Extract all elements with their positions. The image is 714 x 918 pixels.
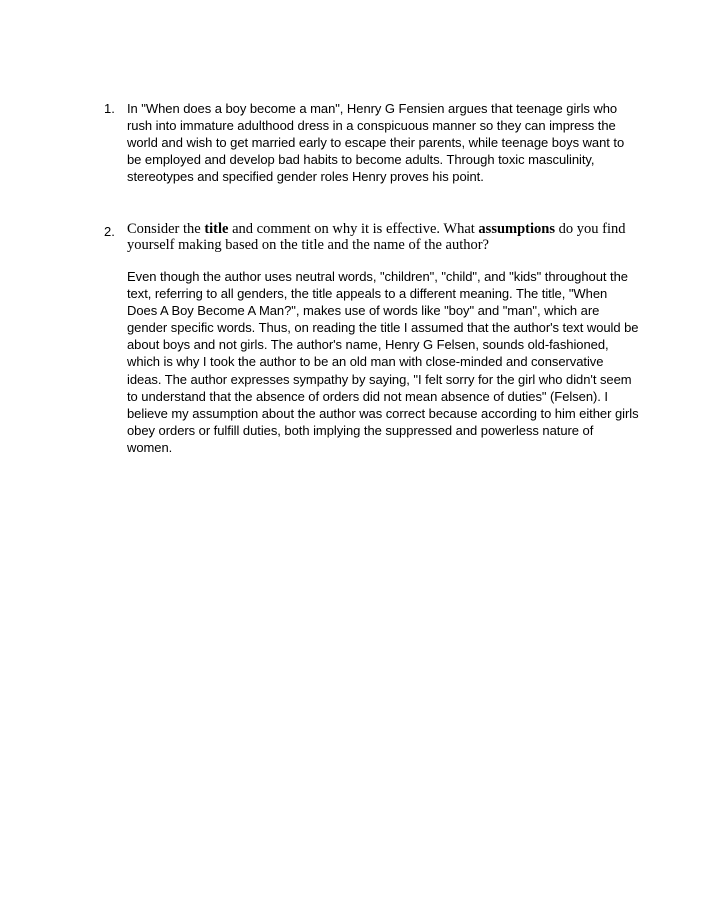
list-number: 1. xyxy=(104,101,115,116)
question-bold-assumptions: assumptions xyxy=(478,221,555,237)
question-text: Consider the xyxy=(127,221,205,237)
list-number: 2. xyxy=(104,224,115,239)
question-text: do you find yourself making based on the title and the name of the author? xyxy=(127,221,626,253)
question-bold-title: title xyxy=(204,221,229,237)
item-1-text: In "When does a boy become a man", Henry G Fensien argues that teenage girls who rush into immature adulthood dress in a conspicuous manner so they can impress the world and wish to get married early to escape their parents, while teenage boys want to be employed and develop bad habits to become adults. Through toxic masculinity, stereotypes and specified gender roles Henry proves his point. xyxy=(127,101,625,185)
list-item-2 xyxy=(104,221,644,456)
list-item-1 xyxy=(104,100,644,185)
question-prompt xyxy=(127,221,627,253)
answer-paragraph: Even though the author uses neutral words, "children", "child", and "kids" throughout the text, referring to all genders, the title appeals to a different meaning. The title, "When Does A Boy Become A Man?", makes use of words like "boy" and "man", which are gender specific words. Thus, on reading the title I assumed that the author's text would be about boys and not girls. The author's name, Henry G Felsen, sounds old-fashioned, which is why I took the author to be an old man with close-minded and conservative ideas. The author expresses sympathy by saying, "I felt sorry for the girl who didn't seem to understand that the absence of orders did not mean absence of duties" (Felsen). I believe my assumption about the author was correct because according to him either girls obey orders or fulfill duties, both implying the suppressed and powerless nature of women. xyxy=(127,269,639,455)
question-text: and comment on why it is effective. What xyxy=(228,221,479,237)
